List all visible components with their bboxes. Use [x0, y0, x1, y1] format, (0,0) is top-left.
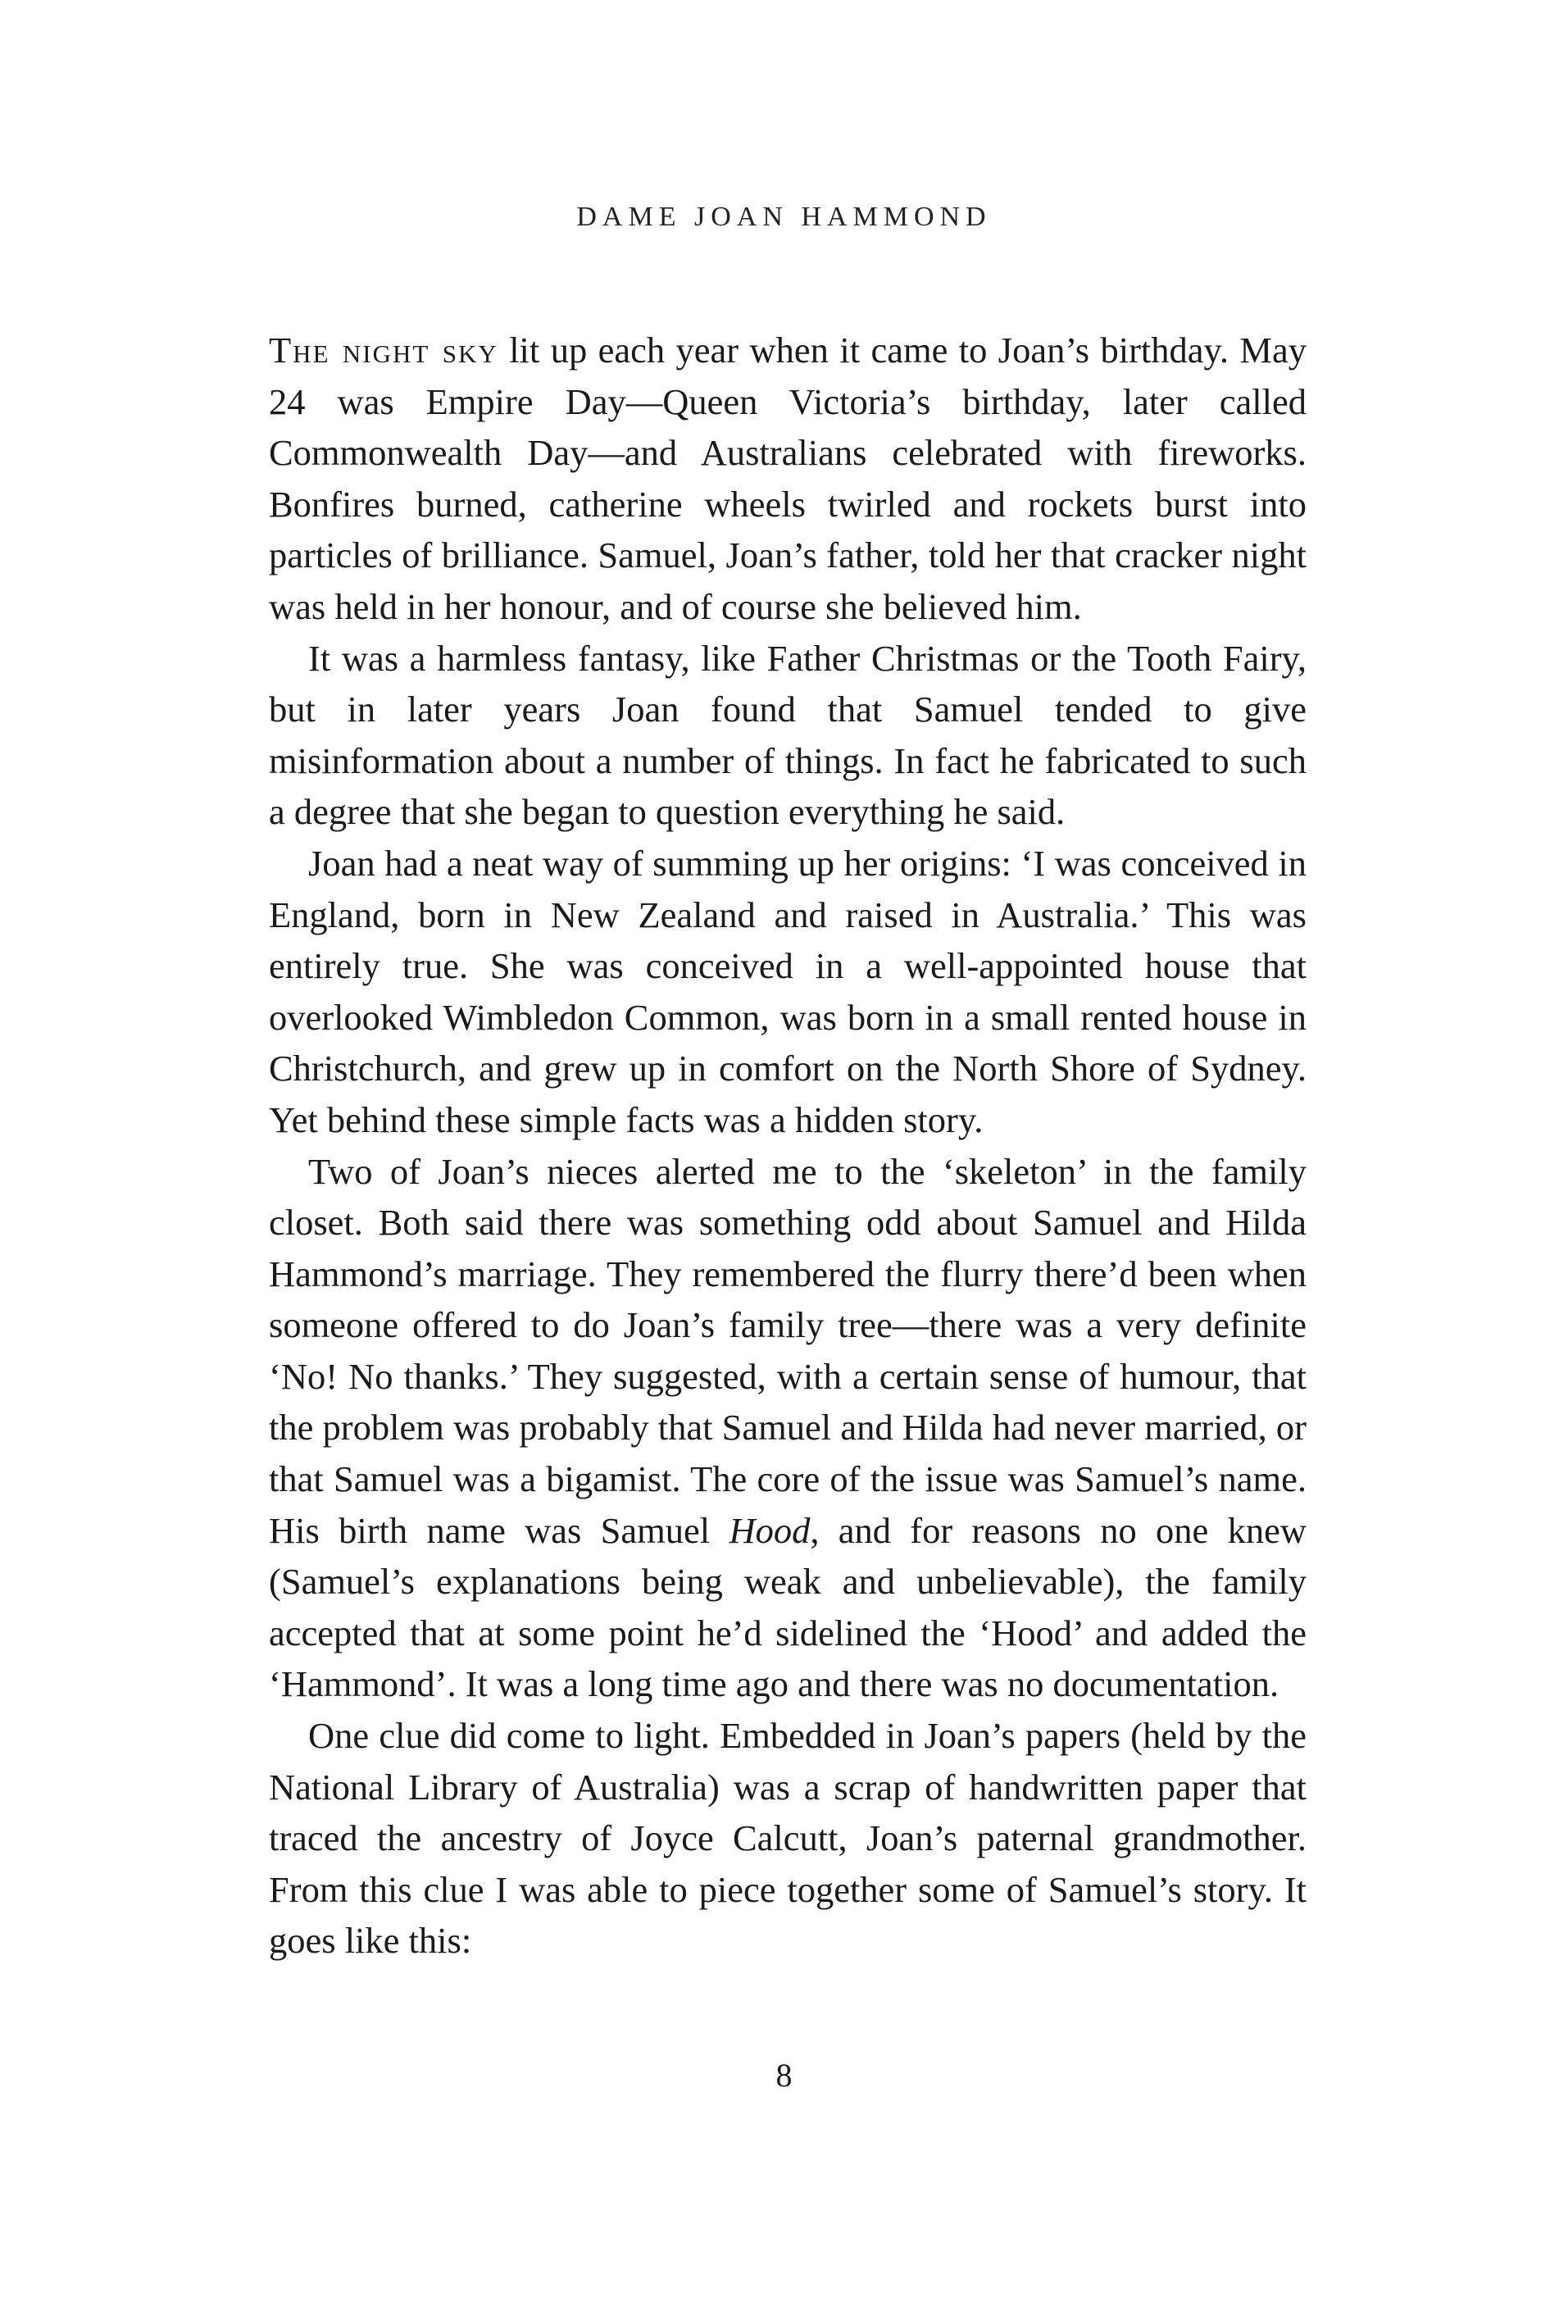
paragraph-1 [269, 325, 1307, 633]
paragraph-4-text-a: Two of Joan’s nieces alerted me to the ‘skeleton’ in the family closet. Both said there was something odd about Samuel and Hilda Hammond’s marriage. They remembered the flurry there’d been when someone offered to do Joan’s family tree—there was a very definite ‘No! No thanks.’ They suggested, with a certain sense of humour, that the problem was probably that Samuel and Hilda had never married, or that Samuel was a bigamist. The core of the issue was Samuel’s name. His birth name was Samuel [269, 1150, 1307, 1551]
paragraph-3: Joan had a neat way of summing up her origins: ‘I was conceived in England, born in New Zealand and raised in Australia.’ This was entirely true. She was conceived in a well-appointed house that overlooked Wimbledon Common, was born in a small rented house in Christchurch, and grew up in comfort on the North Shore of Sydney. Yet behind these simple facts was a hidden story. [269, 842, 1307, 1140]
opening-small-caps: The night sky [269, 330, 498, 371]
paragraph-5: One clue did come to light. Embedded in Joan’s papers (held by the National Library of Australia) was a scrap of handwritten paper that traced the ancestry of Joyce Calcutt, Joan’s paternal grandmother. From this clue I was able to piece together some of Samuel’s story. It goes like this: [269, 1715, 1307, 1962]
body-text [269, 325, 1307, 1967]
paragraph-4 [269, 1146, 1307, 1711]
italic-hood: Hood [729, 1509, 811, 1551]
paragraph-1-text: lit up each year when it came to Joan’s birthday. May 24 was Empire Day—Queen Victoria’s birthday, later called Commonwealth Day—and Australians celebrated with fireworks. Bonfires burned, catherine wheels twirled and rockets burst into particles of brilliance. Samuel, Joan’s father, told her that cracker night was held in her honour, and of course she believed him. [269, 330, 1307, 627]
running-head: DAME JOAN HAMMOND [576, 202, 992, 232]
paragraph-4-text-b: , and for reasons no one knew (Samuel’s explanations being weak and unbelievable), the family accepted that at some point he’d sidelined the ‘Hood’ and added the ‘Hammond’. It was a long time ago and there was no documentation. [269, 1509, 1307, 1705]
paragraph-2: It was a harmless fantasy, like Father Christmas or the Tooth Fairy, but in later years Joan found that Samuel tended to give misinformation about a number of things. In fact he fabricated to such a degree that she began to question everything he said. [269, 637, 1307, 833]
page-number: 8 [775, 2057, 793, 2094]
